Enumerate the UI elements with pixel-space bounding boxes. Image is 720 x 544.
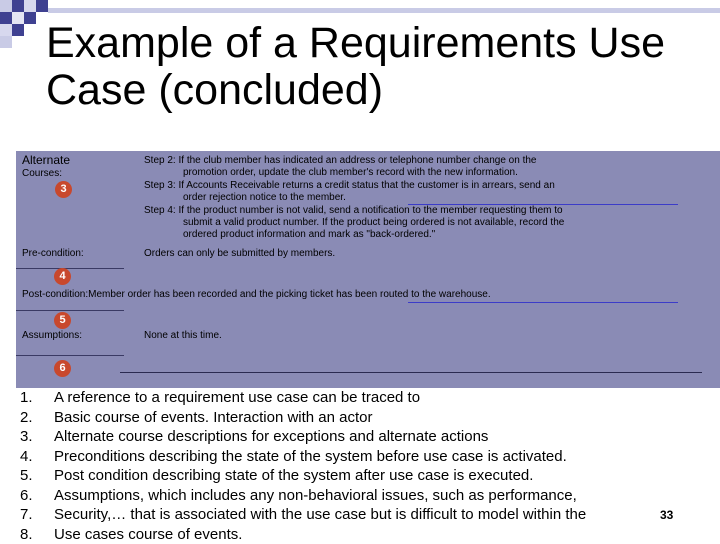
list-item-text: Post condition describing state of the system after use case is executed.	[54, 467, 534, 484]
step-3-cont: order rejection notice to the member.	[183, 192, 346, 204]
slide-title: Example of a Requirements Use Case (concluded)	[46, 19, 666, 114]
step-3-label: Step 3	[144, 179, 173, 191]
postcondition-row	[22, 289, 702, 301]
assumptions-text: None at this time.	[144, 330, 222, 341]
step-4-cont: submit a valid product number. If the product being ordered is not available, record the	[183, 217, 565, 229]
list-item-number: 7.	[20, 506, 33, 523]
divider	[16, 268, 124, 269]
list-item-number: 4.	[20, 447, 33, 465]
step-2-cont: promotion order, update the club member's record with the new information.	[183, 167, 518, 179]
divider	[120, 372, 702, 373]
list-item-text: Security,… that is associated with the use case but is difficult to model within the	[54, 506, 587, 523]
deco-square	[24, 0, 36, 12]
list-item-text: A reference to a requirement use case can be traced to	[54, 389, 421, 406]
badge-6: 6	[54, 360, 71, 377]
list-item-number: 3.	[20, 428, 33, 445]
precondition-label: Pre-condition:	[22, 248, 84, 259]
list-item-text: Use cases course of events.	[54, 525, 243, 543]
step-4-text: : If the product number is not valid, send a notification to the member requesting them to	[172, 204, 563, 216]
deco-square	[0, 0, 12, 12]
divider	[16, 355, 124, 356]
list-item-number: 8.	[20, 525, 33, 543]
step-2-text: : If the club member has indicated an address or telephone number change on the	[172, 155, 537, 166]
postcondition-label: Post-condition:	[22, 289, 89, 300]
deco-square	[24, 12, 36, 24]
alternate-label: Alternate	[22, 153, 71, 167]
underline	[408, 302, 678, 303]
list-item-number: 1.	[20, 389, 33, 406]
deco-square	[0, 36, 12, 48]
step-2-label: Step 2	[144, 155, 173, 166]
divider	[16, 310, 124, 311]
list-item-number: 5.	[20, 467, 33, 484]
list-item-text: Basic course of events. Interaction with an actor	[54, 408, 373, 426]
deco-square	[12, 24, 24, 36]
deco-square	[36, 0, 48, 12]
underline	[408, 204, 678, 205]
page-number: 33	[660, 508, 674, 522]
deco-square	[0, 12, 12, 24]
step-3-text: : If Accounts Receivable returns a credit status that the customer is in arrears, send an	[172, 179, 555, 191]
list-item-text: Alternate course descriptions for exceptions and alternate actions	[54, 428, 489, 445]
deco-bar	[48, 8, 720, 13]
deco-square	[12, 12, 24, 24]
list-item-number: 6.	[20, 486, 33, 504]
step-4-label: Step 4	[144, 204, 173, 216]
precondition-text: Orders can only be submitted by members.	[144, 248, 336, 259]
alternate-steps	[144, 155, 714, 242]
badge-5: 5	[54, 312, 71, 329]
assumptions-label: Assumptions:	[22, 330, 83, 341]
deco-square	[12, 0, 24, 12]
badge-3: 3	[55, 181, 72, 198]
list-item-text: Assumptions, which includes any non-behavioral issues, such as performance,	[54, 486, 577, 504]
badge-4: 4	[54, 268, 71, 285]
deco-square	[0, 24, 12, 36]
step-4-cont2: ordered product information and mark as "back-ordered."	[183, 229, 436, 241]
list-item-text: Preconditions describing the state of the system before use case is activated.	[54, 447, 567, 465]
postcondition-text: Member order has been recorded and the picking ticket has been routed to the warehouse.	[88, 289, 491, 300]
use-case-panel	[16, 151, 720, 388]
courses-label: Courses:	[22, 168, 63, 179]
list-item-number: 2.	[20, 408, 33, 426]
